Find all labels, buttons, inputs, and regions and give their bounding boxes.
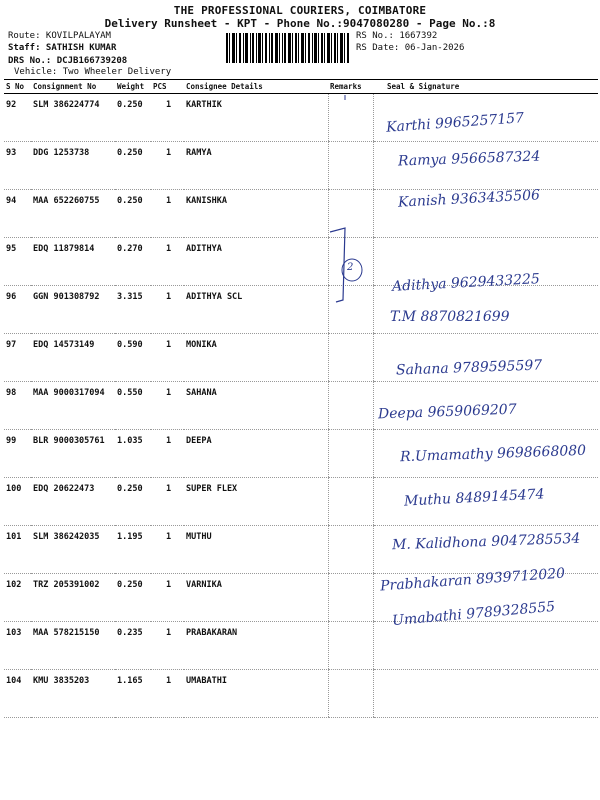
row-weight: 0.250 bbox=[115, 478, 151, 526]
handwritten-signature: Adithya 9629433225 bbox=[391, 270, 541, 295]
row-consignee: VARNIKA bbox=[184, 574, 328, 622]
row-sno: 94 bbox=[4, 190, 31, 238]
row-consignment: BLR 9000305761 bbox=[31, 430, 115, 478]
row-consignment: EDQ 20622473 bbox=[31, 478, 115, 526]
row-consignee: SUPER FLEX bbox=[184, 478, 328, 526]
sheet-subtitle: Delivery Runsheet - KPT - Phone No.:9047080280 - Page No.:8 bbox=[104, 17, 496, 30]
row-sno: 104 bbox=[4, 670, 31, 718]
row-pcs: 1 bbox=[151, 622, 184, 670]
row-consignee: DEEPA bbox=[184, 430, 328, 478]
row-weight: 1.165 bbox=[115, 670, 151, 718]
row-consignee: MONIKA bbox=[184, 334, 328, 382]
row-weight: 0.250 bbox=[115, 94, 151, 142]
row-pcs: 1 bbox=[151, 670, 184, 718]
handwritten-signature: Prabhakaran 8939712020 bbox=[379, 565, 566, 595]
row-consignee: SAHANA bbox=[184, 382, 328, 430]
col-pcs: PCS bbox=[151, 80, 184, 94]
row-sno: 99 bbox=[4, 430, 31, 478]
row-weight: 0.590 bbox=[115, 334, 151, 382]
row-weight: 0.250 bbox=[115, 574, 151, 622]
row-pcs: 1 bbox=[151, 190, 184, 238]
row-sno: 101 bbox=[4, 526, 31, 574]
row-pcs: 1 bbox=[151, 142, 184, 190]
row-pcs: 1 bbox=[151, 94, 184, 142]
row-sno: 98 bbox=[4, 382, 31, 430]
row-sno: 95 bbox=[4, 238, 31, 286]
row-pcs: 1 bbox=[151, 574, 184, 622]
rs-date: RS Date: 06-Jan-2026 bbox=[356, 43, 465, 53]
col-signature: Seal & Signature bbox=[373, 80, 598, 94]
row-pcs: 1 bbox=[151, 526, 184, 574]
col-remarks: Remarks bbox=[328, 80, 373, 94]
row-consignee: RAMYA bbox=[184, 142, 328, 190]
row-sno: 102 bbox=[4, 574, 31, 622]
drs-number: DRS No.: DCJB166739208 bbox=[8, 56, 128, 66]
row-weight: 0.250 bbox=[115, 190, 151, 238]
row-sno: 103 bbox=[4, 622, 31, 670]
remark-mark: 2 bbox=[347, 262, 354, 273]
row-sno: 93 bbox=[4, 142, 31, 190]
row-consignment: MAA 9000317094 bbox=[31, 382, 115, 430]
handwritten-signature: Deepa 9659069207 bbox=[377, 401, 517, 423]
rs-number: RS No.: 1667392 bbox=[356, 31, 438, 41]
row-weight: 1.195 bbox=[115, 526, 151, 574]
row-sno: 97 bbox=[4, 334, 31, 382]
row-consignment: SLM 386224774 bbox=[31, 94, 115, 142]
row-consignment: TRZ 205391002 bbox=[31, 574, 115, 622]
row-weight: 0.250 bbox=[115, 142, 151, 190]
row-weight: 0.550 bbox=[115, 382, 151, 430]
handwritten-signature: Ramya 9566587324 bbox=[397, 148, 541, 170]
row-consignee: PRABAKARAN bbox=[184, 622, 328, 670]
row-consignment: DDG 1253738 bbox=[31, 142, 115, 190]
row-consignment: EDQ 14573149 bbox=[31, 334, 115, 382]
col-consignment: Consignment No bbox=[31, 80, 115, 94]
row-consignment: EDQ 11879814 bbox=[31, 238, 115, 286]
row-consignment: MAA 578215150 bbox=[31, 622, 115, 670]
row-consignee: KANISHKA bbox=[184, 190, 328, 238]
row-consignee: KARTHIK bbox=[184, 94, 328, 142]
row-sno: 96 bbox=[4, 286, 31, 334]
row-weight: 0.235 bbox=[115, 622, 151, 670]
handwritten-signature: M. Kalidhona 9047285534 bbox=[391, 530, 581, 554]
row-weight: 3.315 bbox=[115, 286, 151, 334]
vehicle-label: Vehicle: Two Wheeler Delivery bbox=[14, 67, 172, 77]
row-pcs: 1 bbox=[151, 430, 184, 478]
col-sno: S No bbox=[4, 80, 31, 94]
sheet-title: THE PROFESSIONAL COURIERS, COIMBATORE bbox=[173, 4, 427, 17]
row-pcs: 1 bbox=[151, 238, 184, 286]
handwritten-signature: Umabathi 9789328555 bbox=[391, 598, 556, 629]
handwritten-signature: Kanish 9363435506 bbox=[397, 187, 541, 211]
row-sno: 100 bbox=[4, 478, 31, 526]
row-pcs: 1 bbox=[151, 286, 184, 334]
row-pcs: 1 bbox=[151, 334, 184, 382]
row-consignee: ADITHYA SCL bbox=[184, 286, 328, 334]
handwritten-signature: Sahana 9789595597 bbox=[395, 357, 543, 379]
col-weight: Weight bbox=[115, 80, 151, 94]
route-label: Route: KOVILPALAYAM bbox=[8, 31, 111, 41]
row-weight: 0.270 bbox=[115, 238, 151, 286]
row-consignment: GGN 901308792 bbox=[31, 286, 115, 334]
row-consignee: MUTHU bbox=[184, 526, 328, 574]
row-consignment: KMU 3835203 bbox=[31, 670, 115, 718]
row-weight: 1.035 bbox=[115, 430, 151, 478]
row-pcs: 1 bbox=[151, 478, 184, 526]
handwritten-signature: Muthu 8489145474 bbox=[403, 486, 545, 510]
handwritten-signature: T.M 8870821699 bbox=[390, 308, 510, 325]
row-consignee: ADITHYA bbox=[184, 238, 328, 286]
handwritten-signature: R.Umamathy 9698668080 bbox=[399, 442, 587, 466]
handwritten-signature: Karthi 9965257157 bbox=[385, 110, 525, 136]
row-consignee: UMABATHI bbox=[184, 670, 328, 718]
staff-label: Staff: SATHISH KUMAR bbox=[8, 43, 117, 53]
row-consignment: MAA 652260755 bbox=[31, 190, 115, 238]
col-consignee: Consignee Details bbox=[184, 80, 328, 94]
row-pcs: 1 bbox=[151, 382, 184, 430]
row-sno: 92 bbox=[4, 94, 31, 142]
row-consignment: SLM 386242035 bbox=[31, 526, 115, 574]
